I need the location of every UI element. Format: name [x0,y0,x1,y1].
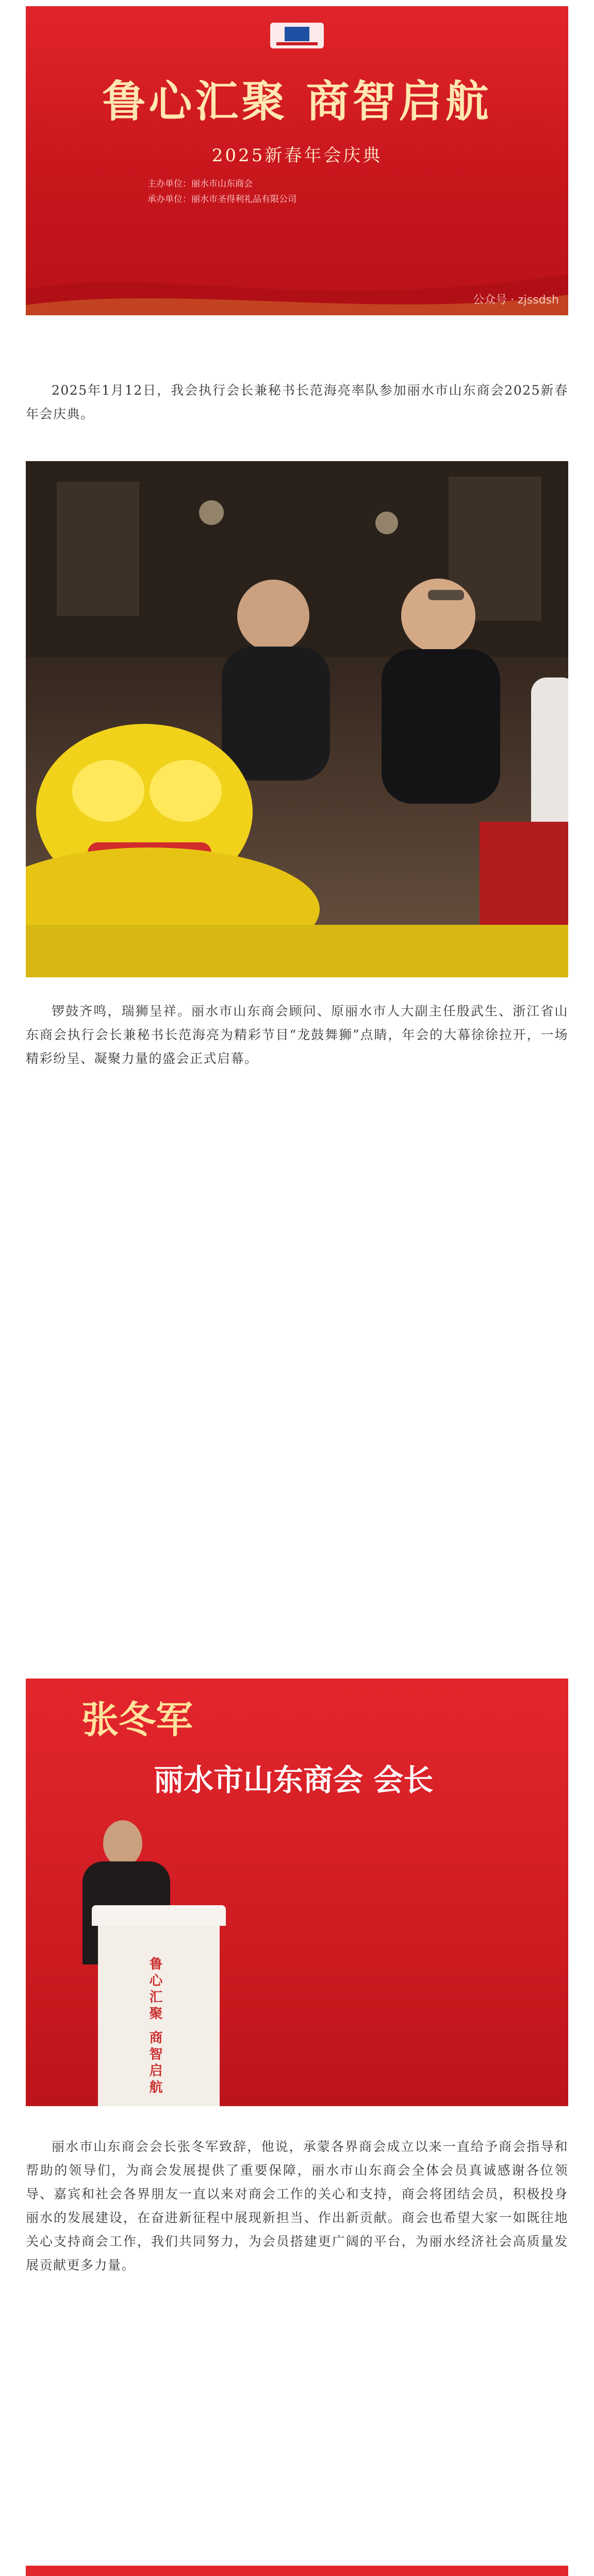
paragraph-text: 锣鼓齐鸣，瑞狮呈祥。丽水市山东商会顾问、原丽水市人大副主任殷武生、浙江省山东商会执行会长兼秘书长范海亮为精彩节目“龙鼓舞狮”点睛，年会的大幕徐徐拉开，一场精彩纷呈、凝聚力量的盛会正式启幕。 [26,1004,568,1066]
speaker-slide-fan [26,2566,568,2576]
banner-organizers [147,176,296,207]
banner-title: 鲁心汇聚 商智启航 [102,76,492,127]
speaker-figure [103,1820,142,1867]
podium-top [92,1905,226,1926]
speaker-name: 张冬军 [81,1698,193,1741]
watermark: 公众号 · zjssdsh [473,294,559,307]
banner-subtitle: 2025新春年会庆典 [211,145,383,166]
organizer-line: 承办单位：丽水市圣得利礼品有限公司 [147,194,296,205]
lion-dance-photo [26,461,568,977]
organizer-line: 主办单位：丽水市山东商会 [147,179,253,189]
chamber-logo-icon [266,20,328,52]
speaker-role: 丽水市山东商会 会长 [154,1762,434,1798]
paragraph [26,2135,568,2277]
event-banner [26,6,568,315]
speaker-slide-zhang [26,1679,568,2106]
paragraph: 2025年1月12日，我会执行会长兼秘书长范海亮率队参加丽水市山东商会2025新春年会庆典。 [26,383,568,421]
paragraph [26,999,568,1071]
podium-slogan: 鲁心汇聚 商智启航 [147,1957,162,2097]
lion-dance-illustration [26,461,568,977]
paragraph-text: 丽水市山东商会会长张冬军致辞，他说，承蒙各界商会成立以来一直给予商会指导和帮助的领导们，为商会发展提供了重要保障，丽水市山东商会全体会员真诚感谢各位领导、嘉宾和社会各界朋友一直以来对商会工作的关心和支持，商会将团结会员，积极投身丽水的发展建设，在奋进新征程中展现新担当、作出新贡献。商会也希望大家一如既往地关心支持商会工作，我们共同努力，为会员搭建更广阔的平台，为丽水经济社会高质量发展贡献更多力量。 [26,2139,568,2273]
